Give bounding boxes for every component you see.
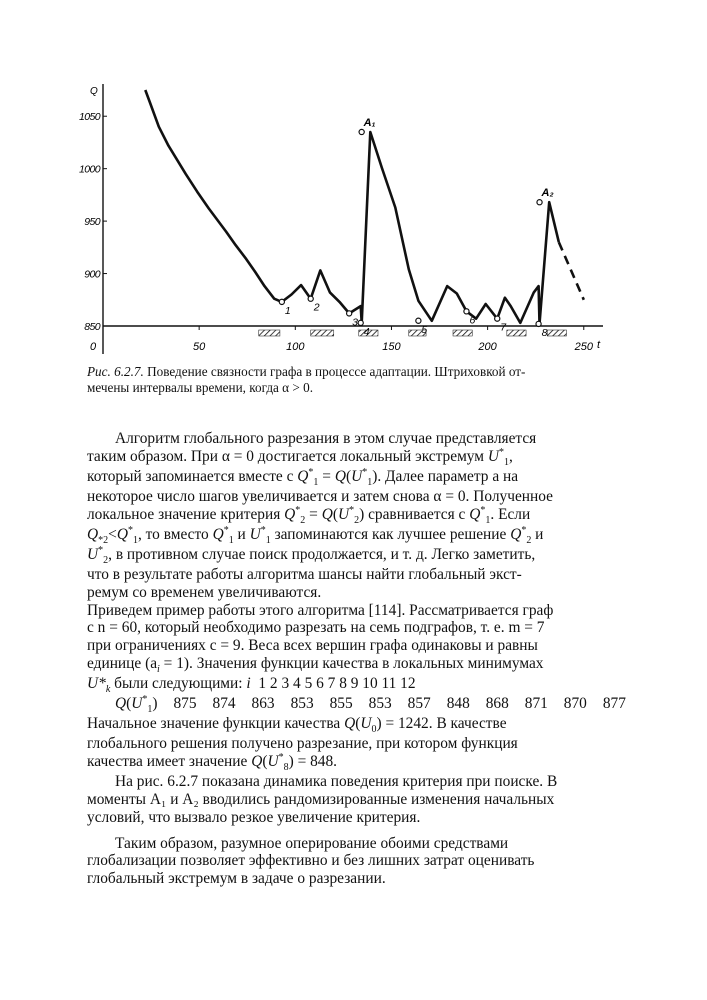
paragraph-3-line: На рис. 6.2.7 показана динамика поведения критерия при поиске. В [115, 773, 558, 791]
point-label: 4 [363, 325, 370, 338]
q-series-line [145, 90, 559, 327]
paragraph-1-line: Алгоритм глобального разрезания в этом случае представляется [115, 430, 537, 447]
local-minimum-marker [279, 299, 284, 304]
chart-point-labels [279, 117, 553, 339]
point-label: 2 [313, 301, 320, 314]
quality-value: 874 [212, 695, 236, 713]
paragraph-3-line: условий, что вызвало резкое увеличение критерия. [87, 808, 421, 826]
peak-marker [359, 129, 364, 134]
paragraph-4-line: глобализации позволяет эффективно и без лишних затрат оценивать [87, 852, 535, 870]
hatched-interval [259, 330, 280, 336]
local-minimum-marker [358, 320, 363, 325]
point-label: 7 [500, 321, 507, 334]
quality-value: 871 [524, 695, 548, 713]
local-minimum-marker [308, 296, 313, 301]
hatched-interval [453, 330, 472, 336]
paragraph-1-line: таким образом. При α = 0 достигается локальный экстремум $U^*_1$, [87, 446, 513, 468]
hatched-interval [311, 330, 334, 336]
paragraph-3-line: моменты A₁ и A₂ вводились рандомизированные изменения начальных [87, 790, 555, 808]
figure-caption [87, 364, 607, 396]
paragraph-2-line: Приведем пример работы этого алгоритма [114]. Рассматривается граф [87, 601, 554, 619]
x-tick-label: 0 [89, 341, 97, 353]
peak-label: A₂ [541, 187, 554, 200]
y-tick-label: 1050 [79, 111, 100, 124]
paragraph-2-line: качества имеет значение $Q(U^*_8) = 848$. [87, 752, 338, 774]
paragraph-1-line: $U^*_2$, в противном случае поиск продолжается, и т. д. Легко заметить, [87, 544, 536, 566]
x-axis-label: t [597, 339, 601, 351]
y-axis-label: Q [90, 86, 98, 97]
paragraph-2-line: единице $(a_i = 1)$. Значения функции качества в локальных минимумах [87, 654, 544, 676]
quality-value: 853 [290, 695, 314, 713]
hatched-interval [547, 330, 566, 336]
paragraph-1-line: ремум со временем увеличиваются. [87, 583, 322, 601]
x-tick-label: 250 [574, 341, 593, 353]
paragraph-2-line: $U*_k$ были следующими: i 1 2 3 4 5 6 7 8 9 10 11 12 [87, 675, 416, 696]
quality-value: 853 [368, 695, 392, 713]
paragraph-1-line: некоторое число шагов увеличивается и затем снова α = 0. Полученное [87, 487, 553, 505]
y-tick-label: 950 [84, 216, 100, 229]
quality-value: 855 [329, 695, 353, 713]
paragraph-2-line: глобального решения получено разрезание, при котором функция [87, 735, 518, 753]
y-tick-label: 1000 [79, 163, 100, 176]
caption-number: Рис. 6.2.7. [87, 364, 144, 379]
quality-value: 875 [173, 695, 197, 713]
quality-value: 877 [602, 695, 626, 713]
peak-label: A₁ [363, 116, 376, 129]
caption-text: Поведение связности графа в процессе адаптации. Штриховкой от- [143, 364, 526, 379]
local-minimum-marker [416, 318, 421, 323]
x-tick-label: 50 [193, 341, 206, 353]
point-label: 1 [284, 304, 291, 317]
point-label: 3 [352, 316, 358, 329]
local-minimum-marker [464, 309, 469, 314]
paragraph-1-line: что в результате работы алгоритма шансы найти глобальный экст- [87, 565, 522, 583]
paragraph-4-line: глобальный экстремум в задаче о разрезании. [87, 870, 386, 888]
hatched-interval [507, 330, 526, 336]
y-tick-label: 900 [84, 268, 100, 281]
x-tick-label: 150 [382, 341, 401, 353]
q-series-dashed-line [559, 242, 584, 300]
paragraph-1-line: локальное значение критерия $Q^*_2 = Q(U^*_2)$ сравнивается с $Q^*_1$. Если [87, 504, 531, 526]
quality-value: 868 [485, 695, 509, 713]
paragraph-2-line: с n = 60, который необходимо разрезать на семь подграфов, т. е. m = 7 [87, 619, 545, 637]
caption-text-2: мечены интервалы времени, когда α > 0. [87, 380, 314, 395]
point-label: 5 [421, 323, 428, 336]
paragraph-1-line: $Q_{*2}<Q^*_1$, то вместо $Q^*_1$ и $U^*_1$ запоминаются как лучшее решение $Q^*_2$ и [87, 524, 544, 546]
body-text [87, 430, 626, 888]
figure-6-2-7-chart [0, 0, 707, 360]
hatched-intervals [259, 330, 567, 336]
quality-value: 870 [563, 695, 587, 713]
x-tick-label: 200 [478, 341, 497, 353]
quality-value: 863 [251, 695, 275, 713]
quality-values-row: $Q(U^*_1)$ 875 874 863 853 855 853 857 848 868 871 870 877 [115, 694, 626, 716]
peak-marker [537, 200, 542, 205]
local-minimum-marker [495, 316, 500, 321]
point-label: 8 [541, 326, 548, 339]
point-label: 6 [469, 314, 476, 327]
paragraph-4-line: Таким образом, разумное оперирование обоими средствами [115, 834, 509, 852]
paragraph-2-line: Начальное значение функции качества $Q(U_0) = 1242$. В качестве [87, 715, 507, 736]
paragraph-1-line: который запоминается вместе с $Q^*_1 = Q(U^*_1)$. Далее параметр а на [87, 466, 519, 488]
quality-value: 848 [446, 695, 470, 713]
paragraph-2-line: при ограничениях с = 9. Веса всех вершин графа одинаковы и равны [87, 637, 538, 655]
x-tick-label: 100 [286, 341, 305, 353]
y-tick-label: 850 [84, 321, 100, 333]
local-minimum-marker [536, 321, 541, 326]
quality-value: 857 [407, 695, 431, 713]
local-minimum-marker [347, 311, 352, 316]
